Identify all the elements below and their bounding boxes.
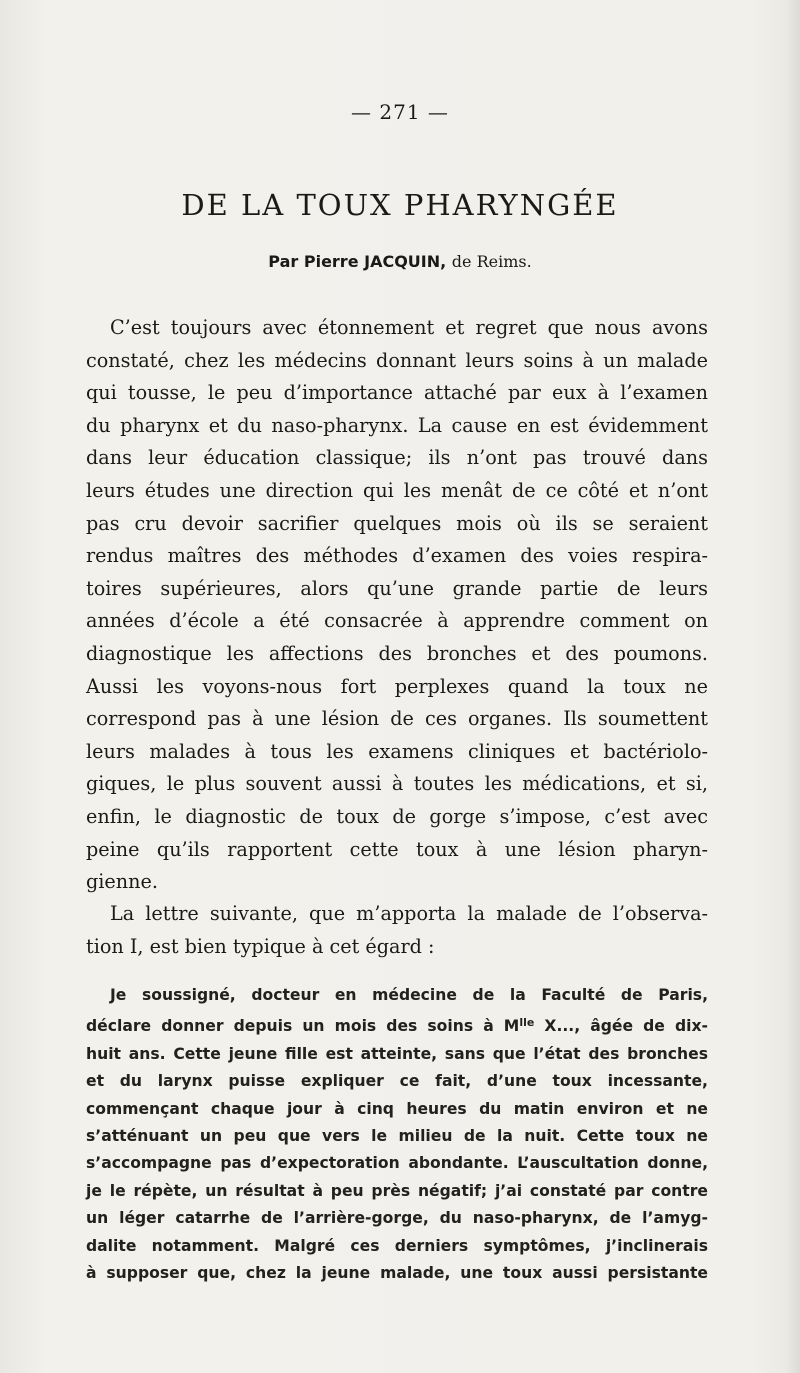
text-line: enfin, le diagnostic de toux de gorge s’impose, c’est avec xyxy=(86,804,708,828)
text-line: gienne. xyxy=(86,870,158,894)
byline xyxy=(0,252,800,271)
text-line: dans leur éducation classique; ils n’ont pas trouvé dans xyxy=(86,446,708,470)
text-line: qui tousse, le peu d’importance attaché par eux à l’examen xyxy=(86,381,708,405)
superscript: lle xyxy=(519,1016,535,1030)
quote-line: je le répète, un résultat à peu près négatif; j’ai constaté par contre xyxy=(86,1181,708,1200)
text-line: tion I, est bien typique à cet égard : xyxy=(86,934,435,958)
text-line: du pharynx et du naso-pharynx. La cause en est évidemment xyxy=(86,413,708,437)
author-surname: JACQUIN, xyxy=(364,252,447,271)
text-line: La lettre suivante, que m’apporta la malade de l’observa- xyxy=(110,902,708,925)
paragraph-1 xyxy=(86,312,708,899)
author-place: de Reims. xyxy=(451,252,532,271)
quote-line: commençant chaque jour à cinq heures du matin environ et ne xyxy=(86,1099,708,1118)
quote-line: huit ans. Cette jeune fille est atteinte, sans que l’état des bronches xyxy=(86,1044,708,1063)
text-line: C’est toujours avec étonnement et regret que nous avons xyxy=(110,316,708,339)
quote-line-part: X..., âgée de dix- xyxy=(534,1017,708,1036)
quote-line xyxy=(86,1009,708,1040)
text-line: correspond pas à une lésion de ces organes. Ils soumettent xyxy=(86,707,708,731)
paragraph-2 xyxy=(86,898,708,963)
text-line: rendus maîtres des méthodes d’examen des voies respira- xyxy=(86,544,708,568)
text-line: diagnostique les affections des bronches et des poumons. xyxy=(86,641,708,665)
text-line: leurs études une direction qui les menât de ce côté et n’ont xyxy=(86,478,708,502)
text-line: leurs malades à tous les examens cliniques et bactériolo- xyxy=(86,739,708,763)
quote-line: s’atténuant un peu que vers le milieu de la nuit. Cette toux ne xyxy=(86,1127,708,1146)
quote-line: dalite notamment. Malgré ces derniers symptômes, j’inclinerais xyxy=(86,1236,708,1255)
text-line: Aussi les voyons-nous fort perplexes quand la toux ne xyxy=(86,674,708,698)
quote-line: et du larynx puisse expliquer ce fait, d’une toux incessante, xyxy=(86,1072,708,1091)
text-line: toires supérieures, alors qu’une grande partie de leurs xyxy=(86,576,708,600)
quoted-letter xyxy=(86,982,708,1287)
quote-line: s’accompagne pas d’expectoration abondante. L’auscultation donne, xyxy=(86,1154,708,1173)
quote-line-part: déclare donner depuis un mois des soins à M xyxy=(86,1017,520,1036)
quote-line: Je soussigné, docteur en médecine de la Faculté de Paris, xyxy=(110,986,708,1004)
text-line: années d’école a été consacrée à apprendre comment on xyxy=(86,609,708,633)
text-line: pas cru devoir sacrifier quelques mois où ils se seraient xyxy=(86,511,708,535)
quote-line: à supposer que, chez la jeune malade, une toux aussi persistante xyxy=(86,1264,708,1283)
article-title: DE LA TOUX PHARYNGÉE xyxy=(181,188,619,222)
text-line: constaté, chez les médecins donnant leurs soins à un malade xyxy=(86,348,708,372)
byline-prefix: Par Pierre xyxy=(268,252,359,271)
page-number: — 271 — xyxy=(351,100,449,124)
text-line: peine qu’ils rapportent cette toux à une lésion pharyn- xyxy=(86,837,708,861)
text-line: giques, le plus souvent aussi à toutes les médications, et si, xyxy=(86,772,708,796)
quote-line: un léger catarrhe de l’arrière-gorge, du naso-pharynx, de l’amyg- xyxy=(86,1209,708,1228)
